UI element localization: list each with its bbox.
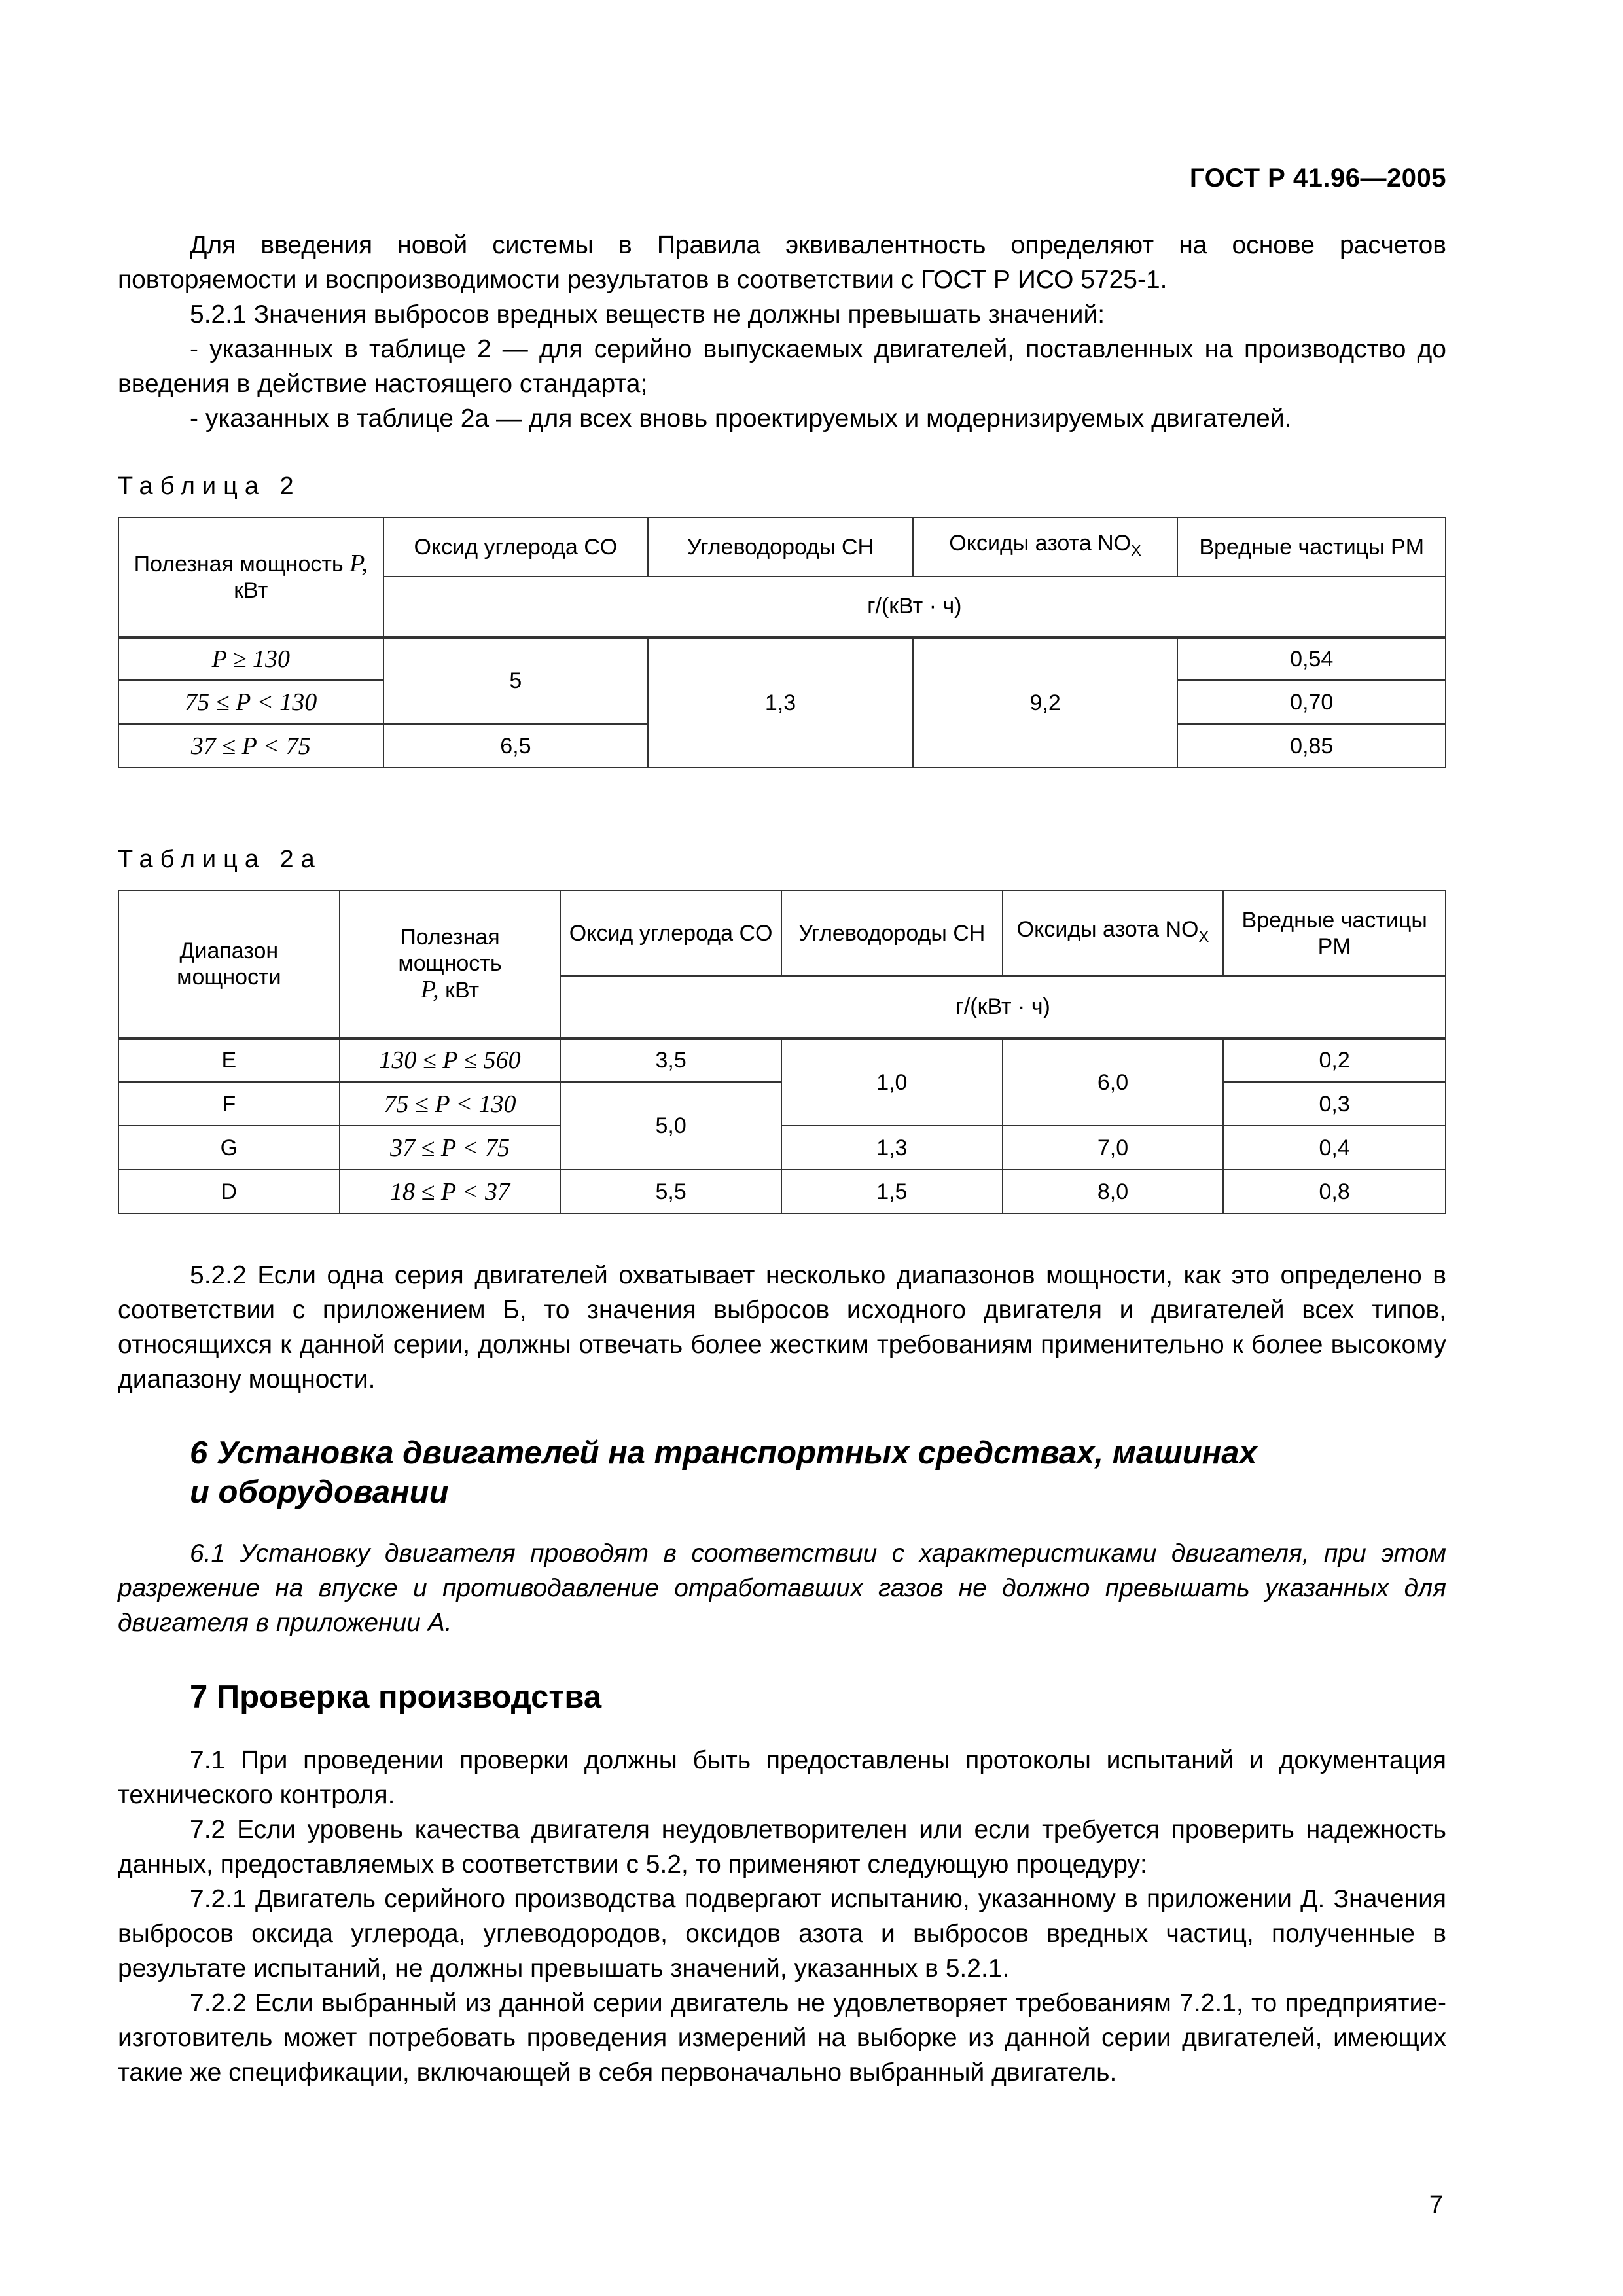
t2-head-ch: Углеводороды CH bbox=[648, 518, 913, 577]
t2a-co-fg: 5,0 bbox=[560, 1082, 781, 1170]
t2-nox-all: 9,2 bbox=[913, 637, 1178, 768]
t2-ch-all: 1,3 bbox=[648, 637, 913, 768]
t2-co-rows12: 5 bbox=[383, 637, 649, 724]
t2-head-co: Оксид углерода CO bbox=[383, 518, 649, 577]
t2a-nox-ef: 6,0 bbox=[1003, 1038, 1224, 1126]
t2a-range-f: F bbox=[118, 1082, 340, 1126]
t2-row3-power: 37 ≤ P < 75 bbox=[118, 724, 383, 768]
t2a-range-d: D bbox=[118, 1170, 340, 1213]
t2a-power-d: 18 ≤ P < 37 bbox=[340, 1170, 561, 1213]
t2a-range-e: E bbox=[118, 1038, 340, 1082]
section-6-title: 6 Установка двигателей на транспортных средствах, машинах и оборудовании bbox=[190, 1435, 1257, 1510]
t2a-ch-ef: 1,0 bbox=[781, 1038, 1003, 1126]
paragraph-71: 7.1 При проведении проверки должны быть предоставлены протоколы испытаний и документация технического контроля. bbox=[118, 1746, 1446, 1809]
t2a-nox-g: 7,0 bbox=[1003, 1126, 1224, 1170]
t2a-unit: г/(кВт · ч) bbox=[560, 976, 1446, 1038]
t2-head-power: Полезная мощность P, кВт bbox=[118, 518, 383, 637]
t2a-pm-g: 0,4 bbox=[1223, 1126, 1446, 1170]
table-2 bbox=[118, 517, 1446, 768]
intro-paragraph-2: 5.2.1 Значения выбросов вредных веществ не должны превышать значений: bbox=[190, 300, 1105, 329]
intro-paragraph-3: - указанных в таблице 2 — для серийно выпускаемых двигателей, поставленных на производство до введения в действие настоящего стандарта; bbox=[118, 335, 1446, 398]
paragraph-522: 5.2.2 Если одна серия двигателей охватывает несколько диапазонов мощности, как это определено в соответствии с приложением Б, то значения выбросов исходного двигателя и двигателей всех типов, относящихся к данной серии, должны отвечать более жестким требованиям применительно к более высокому диапазону мощности. bbox=[118, 1261, 1446, 1393]
t2a-head-power: Полезная мощность P, кВт bbox=[340, 891, 561, 1038]
t2a-range-g: G bbox=[118, 1126, 340, 1170]
t2a-pm-d: 0,8 bbox=[1223, 1170, 1446, 1213]
t2a-head-ch: Углеводороды CH bbox=[781, 891, 1003, 976]
section-7-title: 7 Проверка производства bbox=[190, 1679, 602, 1715]
t2-unit: г/(кВт · ч) bbox=[383, 577, 1446, 637]
t2a-power-g: 37 ≤ P < 75 bbox=[340, 1126, 561, 1170]
t2a-ch-d: 1,5 bbox=[781, 1170, 1003, 1213]
document-id: ГОСТ Р 41.96—2005 bbox=[1189, 164, 1446, 192]
paragraph-522-block bbox=[118, 1258, 1446, 1397]
t2a-head-nox: Оксиды азота $NO_X$ bbox=[1003, 891, 1224, 976]
t2-row1-power: P ≥ 130 bbox=[118, 637, 383, 680]
paragraph-72: 7.2 Если уровень качества двигателя неудовлетворителен или если требуется проверить надежность данных, предоставляемых в соответствии с 5.2, то применяют следующую процедуру: bbox=[118, 1816, 1446, 1878]
t2a-co-d: 5,5 bbox=[560, 1170, 781, 1213]
t2a-head-range: Диапазон мощности bbox=[118, 891, 340, 1038]
paragraph-722: 7.2.2 Если выбранный из данной серии двигатель не удовлетворяет требованиям 7.2.1, то предприятие-изготовитель может потребовать проведения измерений на выборке из данной серии двигателей, имеющих такие же спецификации, включающей в себя первоначально выбранный двигатель. bbox=[118, 1989, 1446, 2087]
intro-text bbox=[118, 228, 1446, 436]
paragraph-61: 6.1 Установку двигателя проводят в соответствии с характеристиками двигателя, при этом разрежение на впуске и противодавление отработавших газов не должно превышать указанных для двигателя в приложении А. bbox=[118, 1539, 1446, 1637]
t2-head-nox: Оксиды азота $NO_X$ bbox=[913, 518, 1178, 577]
t2a-power-f: 75 ≤ P < 130 bbox=[340, 1082, 561, 1126]
table-2a bbox=[118, 890, 1446, 1214]
t2a-power-e: 130 ≤ P ≤ 560 bbox=[340, 1038, 561, 1082]
t2-pm-row1: 0,54 bbox=[1177, 637, 1446, 680]
t2-pm-row2: 0,70 bbox=[1177, 680, 1446, 724]
t2a-ch-g: 1,3 bbox=[781, 1126, 1003, 1170]
t2-co-row3: 6,5 bbox=[383, 724, 649, 768]
t2a-pm-e: 0,2 bbox=[1223, 1038, 1446, 1082]
t2a-nox-d: 8,0 bbox=[1003, 1170, 1224, 1213]
t2a-head-pm: Вредные частицы PM bbox=[1223, 891, 1446, 976]
section-7-text bbox=[118, 1743, 1446, 2090]
t2a-co-e: 3,5 bbox=[560, 1038, 781, 1082]
t2-head-pm: Вредные частицы PM bbox=[1177, 518, 1446, 577]
t2a-head-co: Оксид углерода CO bbox=[560, 891, 781, 976]
section-6-text bbox=[118, 1536, 1446, 1640]
t2a-pm-f: 0,3 bbox=[1223, 1082, 1446, 1126]
t2-pm-row3: 0,85 bbox=[1177, 724, 1446, 768]
intro-paragraph-1: Для введения новой системы в Правила эквивалентность определяют на основе расчетов повторяемости и воспроизводимости результатов в соответствии с ГОСТ Р ИСО 5725-1. bbox=[118, 231, 1446, 294]
table2-caption: Таблица 2 bbox=[118, 473, 301, 500]
table2a-caption: Таблица 2а bbox=[118, 846, 322, 873]
t2-row2-power: 75 ≤ P < 130 bbox=[118, 680, 383, 724]
paragraph-721: 7.2.1 Двигатель серийного производства подвергают испытанию, указанному в приложении Д. Значения выбросов оксида углерода, углеводородов, оксидов азота и выбросов вредных частиц, полученные в результате испытаний, не должны превышать значений, указанных в 5.2.1. bbox=[118, 1885, 1446, 1982]
intro-paragraph-4: - указанных в таблице 2а — для всех вновь проектируемых и модернизируемых двигателей. bbox=[190, 404, 1292, 433]
page-number: 7 bbox=[1429, 2191, 1443, 2219]
